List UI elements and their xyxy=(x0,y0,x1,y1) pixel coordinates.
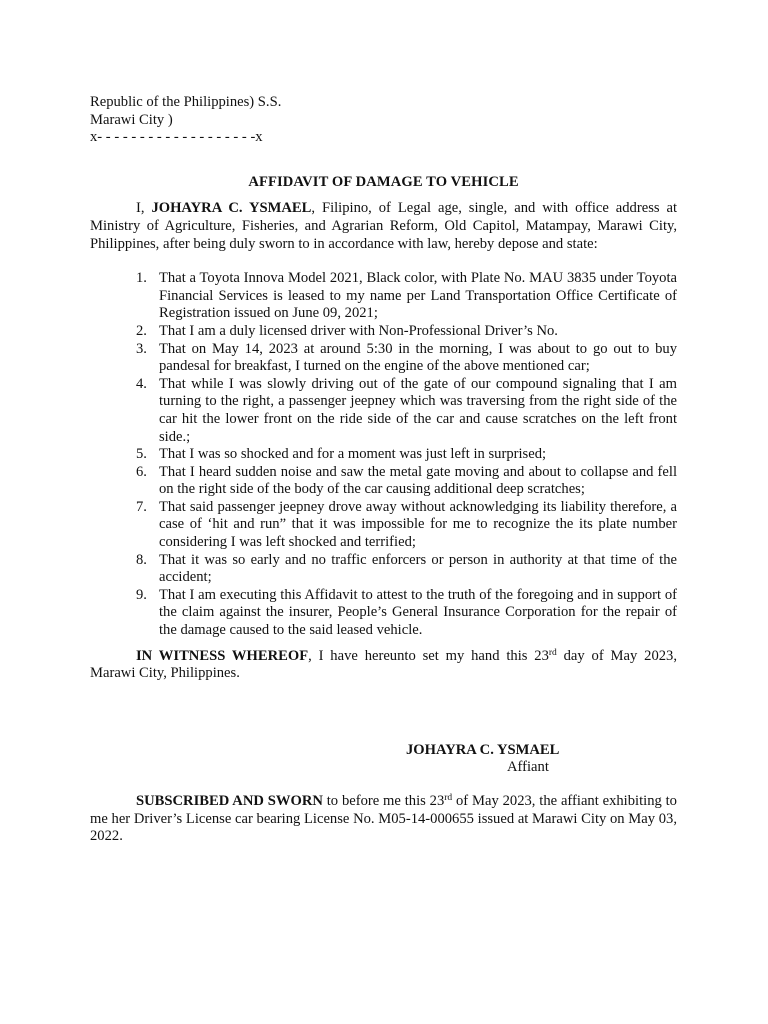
witness-heading: IN WITNESS WHEREOF xyxy=(136,647,309,664)
list-item xyxy=(90,341,677,376)
list-item-text: That while I was slowly driving out of the gate of our compound signaling that I am turning to the right, a passenger jeepney which was traversing from the right side of the car hit the lower front on the ride side of the car and cause scratches on the left front side.; xyxy=(159,375,677,445)
signature-block xyxy=(406,742,606,777)
jurat-heading: SUBSCRIBED AND SWORN xyxy=(136,793,323,809)
affiant-name-inline: JOHAYRA C. YSMAEL xyxy=(151,200,312,217)
intro-lead: I, xyxy=(136,200,152,217)
venue-line-city: Marawi City ) xyxy=(90,111,173,128)
affiant-name: JOHAYRA C. YSMAEL xyxy=(406,741,560,758)
jurat-text-after: of May 2023, the affiant exhibiting to me her Driver’s License car bearing License No. M05-14-000655 issued at Marawi City on May 03, 2022. xyxy=(90,793,677,845)
list-item xyxy=(90,270,677,323)
document-title: AFFIDAVIT OF DAMAGE TO VEHICLE xyxy=(248,173,519,190)
list-item xyxy=(90,587,677,640)
list-item-text: That I am a duly licensed driver with Non-Professional Driver’s No. xyxy=(159,322,558,339)
jurat-paragraph xyxy=(90,793,677,846)
witness-day-suffix: rd xyxy=(548,647,557,658)
witness-text-before: , I have hereunto set my hand this 23 xyxy=(308,647,549,664)
list-item-number: 6. xyxy=(136,463,147,480)
list-item-text: That I am executing this Affidavit to attest to the truth of the foregoing and in support of the claim against the insurer, People’s General Insurance Corporation for the repair of the damage caused to the said leased vehicle. xyxy=(159,586,677,639)
list-item-text: That I was so shocked and for a moment was just left in surprised; xyxy=(159,446,547,463)
list-item xyxy=(90,464,677,499)
affiant-title: Affiant xyxy=(507,759,549,776)
venue-block xyxy=(90,94,677,147)
jurat-text-before: to before me this 23 xyxy=(322,793,445,809)
intro-text: , Filipino, of Legal age, single, and with office address at Ministry of Agriculture, Fisheries, and Agrarian Reform, Old Capitol, Matampay, Marawi City, Philippines, after being duly sworn to in accordance with law, hereby depose and state: xyxy=(90,200,678,252)
list-item-number: 8. xyxy=(136,551,147,568)
list-item-text: That I heard sudden noise and saw the metal gate moving and about to collapse and fell on the right side of the body of the car causing additional deep scratches; xyxy=(159,463,677,498)
statement-list xyxy=(90,270,677,639)
list-item xyxy=(90,376,677,446)
list-item-text: That said passenger jeepney drove away without acknowledging its liability therefore, a case of ‘hit and run” that it was impossible for me to recognize the its plate number considering I was left shocked and terrified; xyxy=(159,498,677,551)
witness-paragraph xyxy=(90,648,677,683)
witness-text-after: day of May 2023, Marawi City, Philippines. xyxy=(90,647,677,682)
venue-line-republic: Republic of the Philippines) S.S. xyxy=(90,94,282,110)
list-item-number: 4. xyxy=(136,375,147,392)
list-item-number: 5. xyxy=(136,446,147,463)
list-item xyxy=(90,499,677,552)
list-item-text: That on May 14, 2023 at around 5:30 in the morning, I was about to go out to buy pandesal for breakfast, I turned on the engine of the above mentioned car; xyxy=(159,340,677,375)
jurat-day-suffix: rd xyxy=(444,793,453,803)
list-item-number: 3. xyxy=(136,340,147,357)
list-item xyxy=(90,446,677,464)
list-item-number: 9. xyxy=(136,586,147,603)
list-item xyxy=(90,323,677,341)
intro-paragraph xyxy=(90,200,677,253)
venue-line-separator: x- - - - - - - - - - - - - - - - - - -x xyxy=(90,129,263,146)
list-item-number: 7. xyxy=(136,498,147,515)
list-item-text: That it was so early and no traffic enforcers or person in authority at that time of the accident; xyxy=(159,551,677,586)
affidavit-page xyxy=(90,94,677,846)
list-item-number: 2. xyxy=(136,322,147,339)
list-item-text: That a Toyota Innova Model 2021, Black color, with Plate No. MAU 3835 under Toyota Financial Services is leased to my name per Land Transportation Office Certificate of Registration issued on June 09, 2021; xyxy=(159,270,677,322)
list-item-number: 1. xyxy=(136,270,147,287)
list-item xyxy=(90,552,677,587)
